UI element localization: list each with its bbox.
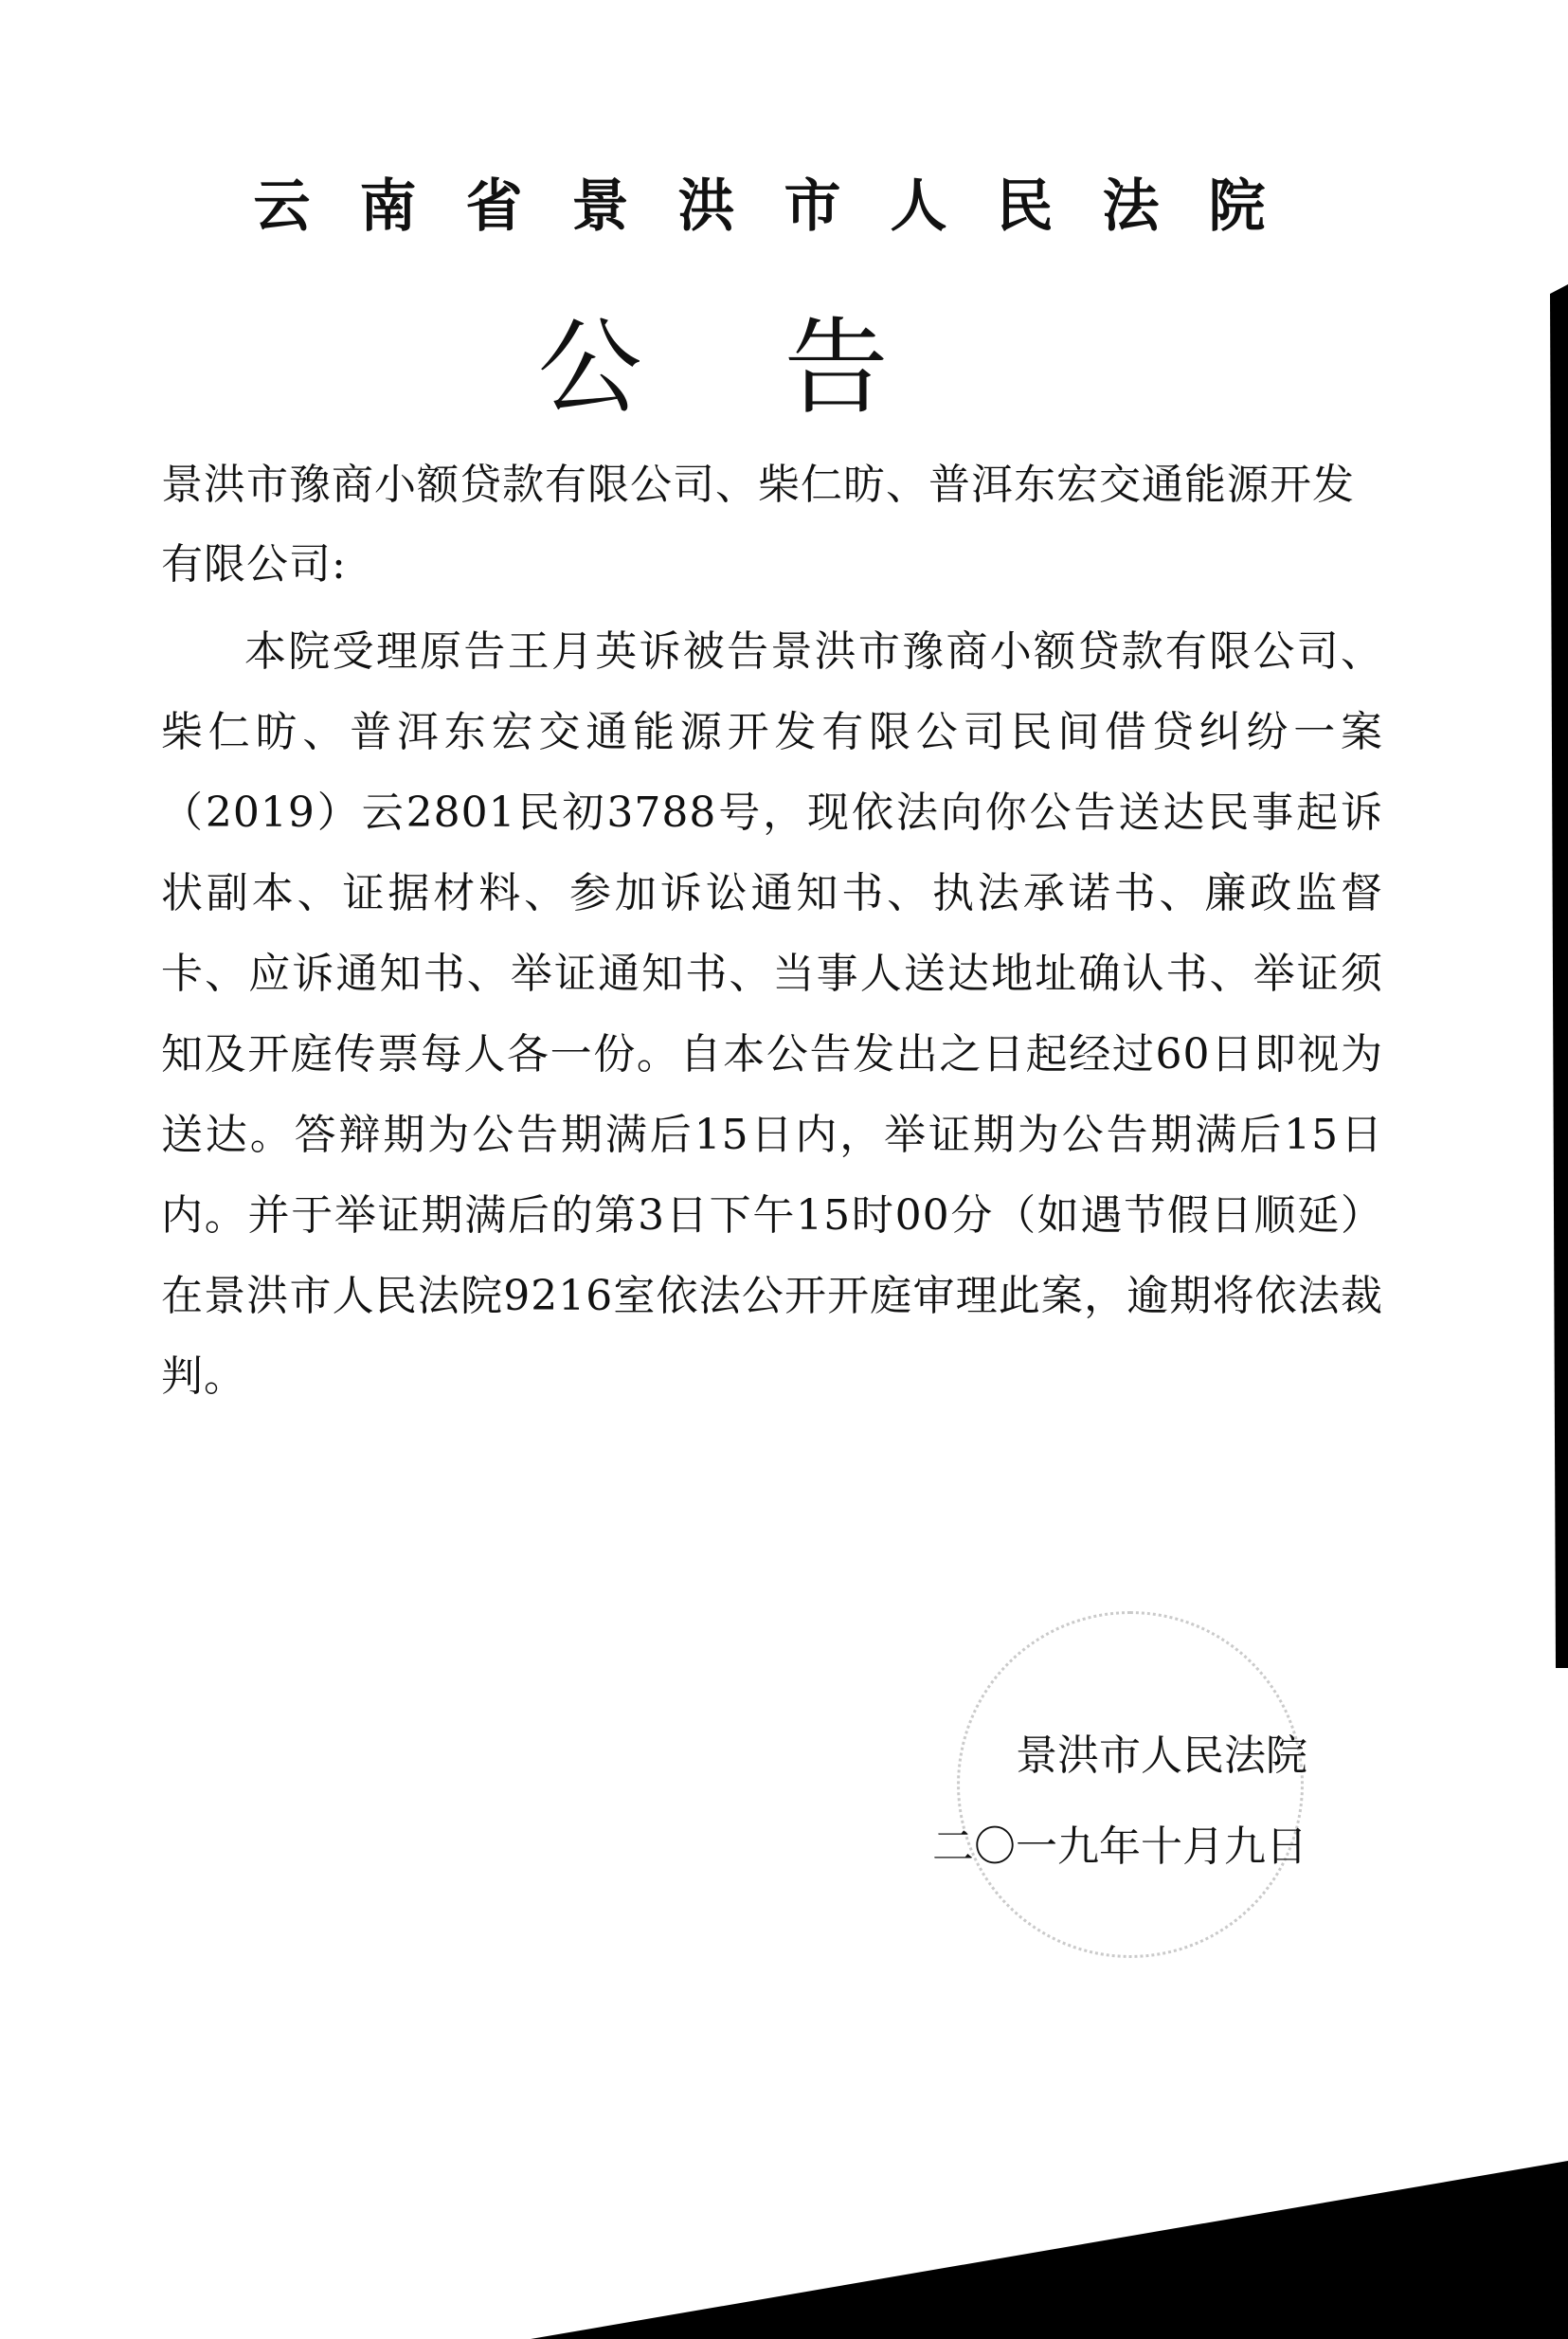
- signature-organization: 景洪市人民法院: [1016, 1732, 1307, 1780]
- notice-title: 公告: [537, 307, 1031, 428]
- bottom-scan-wedge: [531, 2161, 1568, 2339]
- addressee-paragraph: 景洪市豫商小额贷款有限公司、柴仁昉、普洱东宏交通能源开发有限公司:: [161, 461, 1355, 589]
- signature-date: 二〇一九年十月九日: [932, 1822, 1307, 1871]
- right-scan-edge: [1550, 284, 1568, 1668]
- court-name-heading: 云南省景洪市人民法院: [253, 173, 1315, 240]
- notice-body-paragraph: 本院受理原告王月英诉被告景洪市豫商小额贷款有限公司、柴仁昉、普洱东宏交通能源开发有限公司民间借贷纠纷一案（2019）云2801民初3788号，现依法向你公告送达民事起诉状副本、证据材料、参加诉讼通知书、执法承诺书、廉政监督卡、应诉通知书、举证通知书、当事人送达地址确认书、举证须知及开庭传票每人各一份。自本公告发出之日起经过60日即视为送达。答辩期为公告期满后15日内，举证期为公告期满后15日内。并于举证期满后的第3日下午15时00分（如遇节假日顺延）在景洪市人民法院9216室依法公开开庭审理此案，逾期将依法裁判。: [161, 627, 1383, 1401]
